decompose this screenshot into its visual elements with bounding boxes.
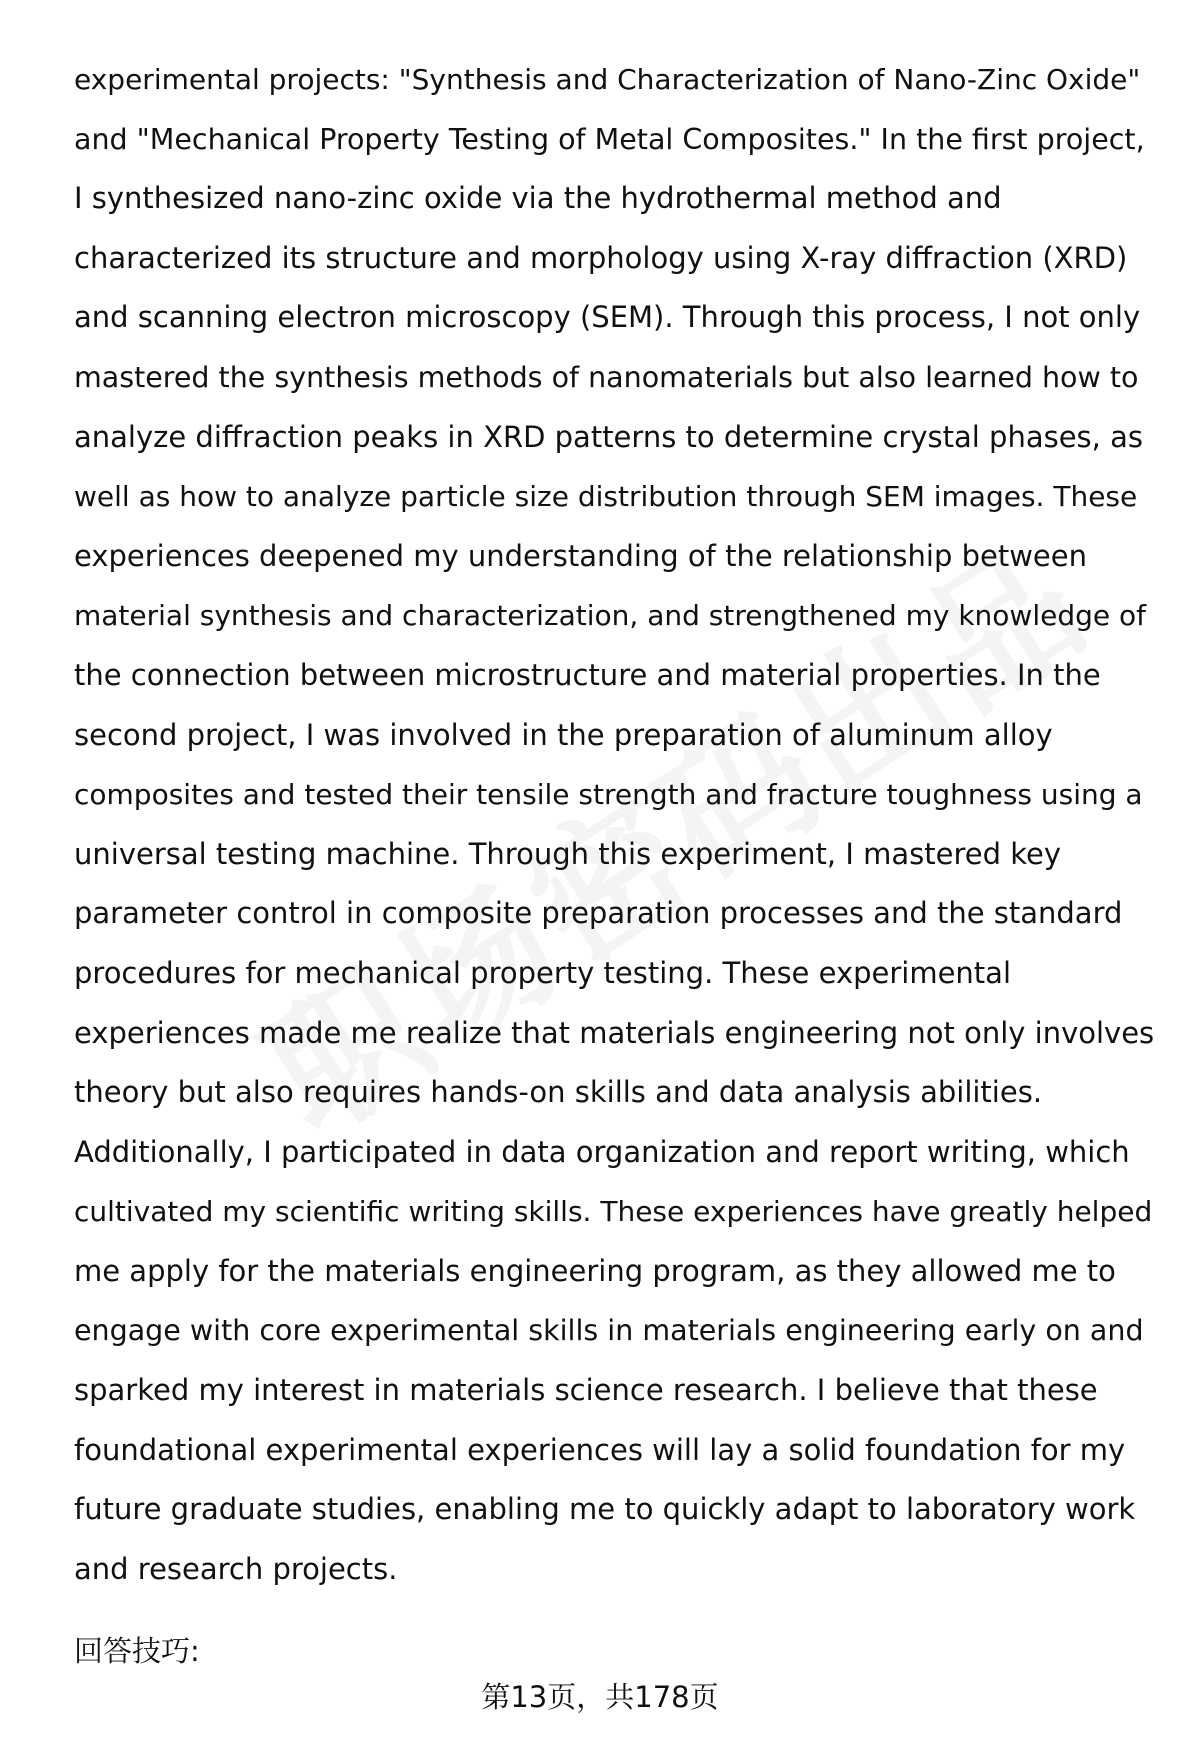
- paragraph-line: experiences made me realize that materials engineering not only involves: [74, 1015, 1155, 1050]
- paragraph-line: and research projects.: [74, 1551, 398, 1586]
- paragraph-line: foundational experimental experiences will lay a solid foundation for my: [74, 1432, 1126, 1467]
- paragraph-line: theory but also requires hands-on skills and data analysis abilities.: [74, 1075, 1043, 1110]
- paragraph-line: material synthesis and characterization, and strengthened my knowledge of: [74, 599, 1146, 633]
- paragraph-line: mastered the synthesis methods of nanomaterials but also learned how to: [74, 360, 1139, 394]
- page-number-footer: 第13页，共178页: [481, 1680, 719, 1714]
- paragraph-line: me apply for the materials engineering program, as they allowed me to: [74, 1253, 1116, 1288]
- paragraph-line: and "Mechanical Property Testing of Metal Composites." In the first project,: [74, 122, 1145, 156]
- answer-tips-heading: 回答技巧:: [74, 1634, 200, 1668]
- paragraph-line: and scanning electron microscopy (SEM). Through this process, I not only: [74, 300, 1141, 335]
- paragraph-line: future graduate studies, enabling me to quickly adapt to laboratory work: [74, 1492, 1136, 1527]
- paragraph-line: experimental projects: "Synthesis and Characterization of Nano-Zinc Oxide": [74, 63, 1141, 96]
- paragraph-line: the connection between microstructure and material properties. In the: [74, 657, 1101, 692]
- paragraph-line: procedures for mechanical property testing. These experimental: [74, 955, 1012, 990]
- paragraph-line: analyze diffraction peaks in XRD patterns to determine crystal phases, as: [74, 419, 1143, 454]
- paragraph-line: sparked my interest in materials science research. I believe that these: [74, 1373, 1098, 1408]
- paragraph-line: cultivated my scientific writing skills. These experiences have greatly helped: [74, 1195, 1153, 1229]
- paragraph-line: Additionally, I participated in data organization and report writing, which: [74, 1134, 1130, 1169]
- paragraph-line: second project, I was involved in the preparation of aluminum alloy: [74, 717, 1053, 752]
- paragraph-line: experiences deepened my understanding of the relationship between: [74, 538, 1087, 573]
- paragraph-line: characterized its structure and morphology using X-ray diffraction (XRD): [74, 240, 1128, 275]
- paragraph-line: parameter control in composite preparation processes and the standard: [74, 896, 1123, 931]
- answer-paragraph: [74, 50, 1154, 1599]
- paragraph-line: universal testing machine. Through this experiment, I mastered key: [74, 836, 1061, 871]
- paragraph-line: engage with core experimental skills in materials engineering early on and: [74, 1314, 1144, 1348]
- paragraph-line: well as how to analyze particle size distribution through SEM images. These: [74, 480, 1138, 514]
- paragraph-line: I synthesized nano-zinc oxide via the hydrothermal method and: [74, 181, 1002, 216]
- paragraph-line: composites and tested their tensile strength and fracture toughness using a: [74, 778, 1143, 812]
